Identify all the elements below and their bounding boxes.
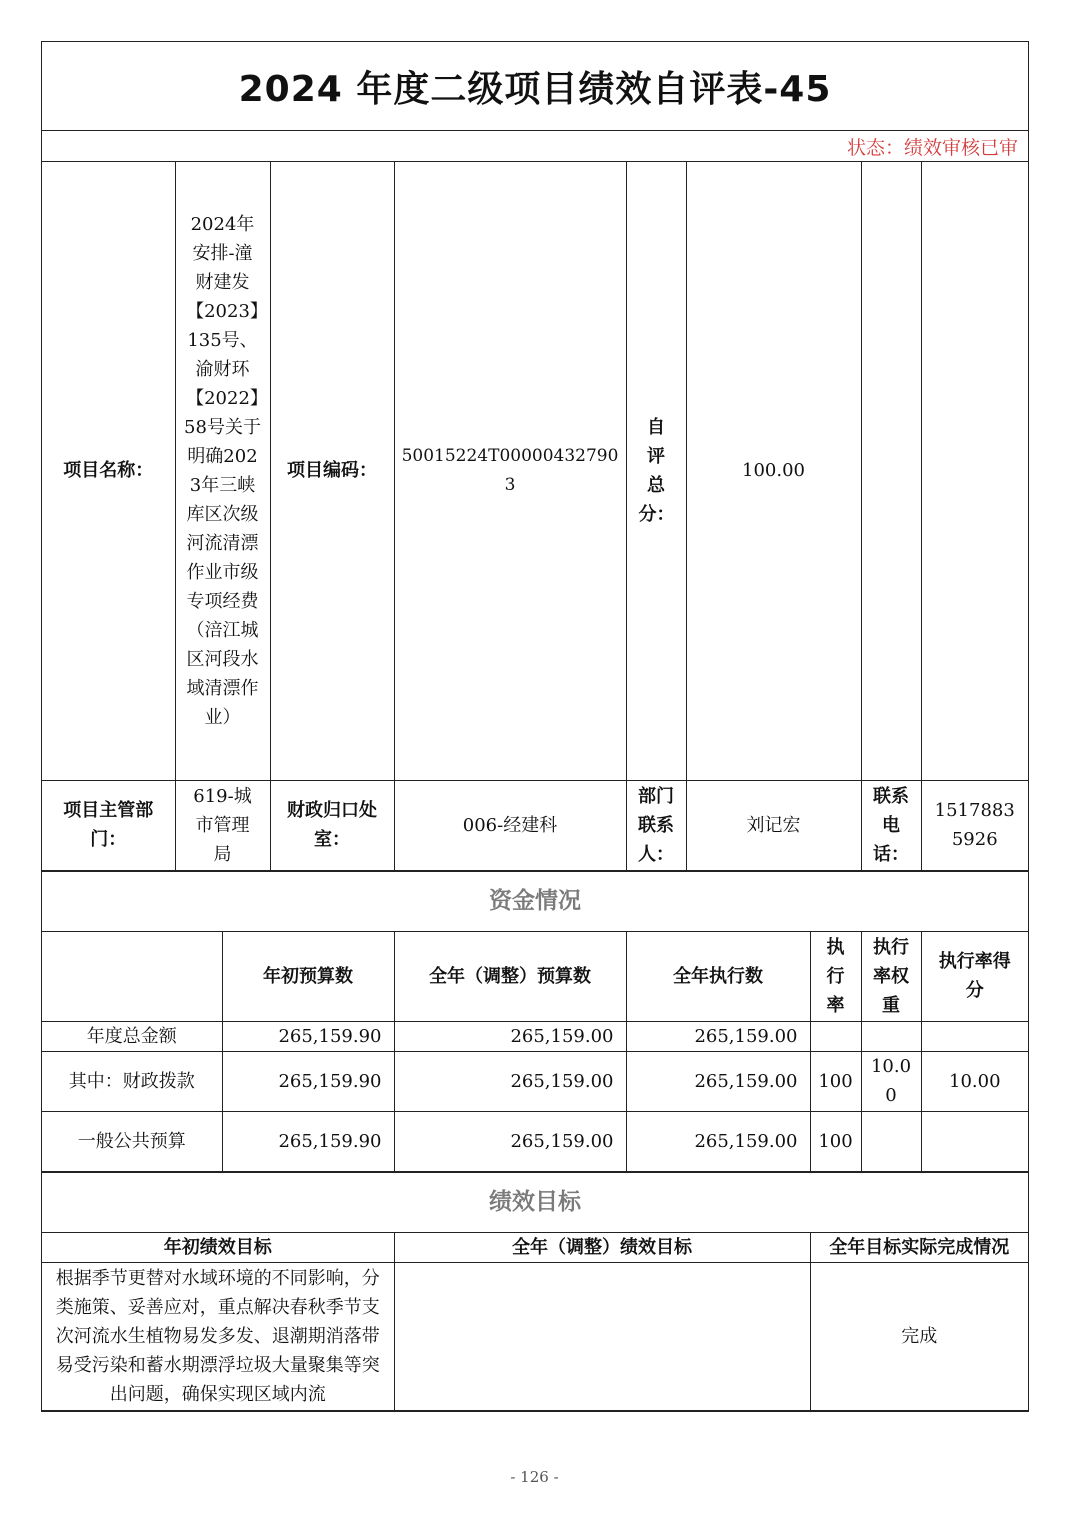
evaluation-form xyxy=(41,41,1029,1412)
table-row xyxy=(42,1021,1028,1051)
phone-label: 联系电话： xyxy=(861,780,921,870)
goals-table xyxy=(42,1172,1028,1411)
project-code-label: 项目编码： xyxy=(270,162,394,780)
project-code-value: 50015224T000004327903 xyxy=(394,162,626,780)
funds-header-empty xyxy=(42,931,222,1021)
goals-header-completion: 全年目标实际完成情况 xyxy=(810,1232,1028,1262)
funds-row-label: 其中：财政拨款 xyxy=(42,1051,222,1111)
funds-row-executed: 265,159.00 xyxy=(626,1051,810,1111)
funds-row-executed: 265,159.00 xyxy=(626,1111,810,1171)
table-row xyxy=(42,1051,1028,1111)
funds-header-executed: 全年执行数 xyxy=(626,931,810,1021)
status-badge: 状态：绩效审核已审 xyxy=(42,131,1028,162)
funds-row-weight xyxy=(861,1021,921,1051)
funds-row-score xyxy=(921,1111,1028,1171)
goals-header-initial: 年初绩效目标 xyxy=(42,1232,394,1262)
adjusted-goal-text xyxy=(394,1262,810,1410)
completion-text: 完成 xyxy=(810,1262,1028,1410)
funds-row-adjusted: 265,159.00 xyxy=(394,1111,626,1171)
funds-header-score: 执行率得分 xyxy=(921,931,1028,1021)
project-info-table xyxy=(42,162,1028,871)
funds-row-score xyxy=(921,1021,1028,1051)
table-row xyxy=(42,1111,1028,1171)
funds-header-adjusted: 全年（调整）预算数 xyxy=(394,931,626,1021)
funds-row-rate: 100 xyxy=(810,1111,861,1171)
funds-header-weight: 执行率权重 xyxy=(861,931,921,1021)
funds-row-weight xyxy=(861,1111,921,1171)
funds-row-executed: 265,159.00 xyxy=(626,1021,810,1051)
project-name-label: 项目名称： xyxy=(42,162,175,780)
funds-row-initial: 265,159.90 xyxy=(222,1021,394,1051)
funds-row-label: 年度总金额 xyxy=(42,1021,222,1051)
funds-row-label: 一般公共预算 xyxy=(42,1111,222,1171)
funds-row-weight: 10.00 xyxy=(861,1051,921,1111)
empty-cell xyxy=(861,162,921,780)
goals-header-row xyxy=(42,1232,1028,1262)
project-row xyxy=(42,162,1028,780)
project-name-value: 2024年安排-潼财建发【2023】135号、渝财环【2022】58号关于明确2023年三峡库区次级河流清漂作业市级专项经费（涪江城区河段水域清漂作业） xyxy=(175,162,270,780)
funds-header-initial: 年初预算数 xyxy=(222,931,394,1021)
finance-office-label: 财政归口处室： xyxy=(270,780,394,870)
funds-row-rate xyxy=(810,1021,861,1051)
funds-header-rate: 执行率 xyxy=(810,931,861,1021)
finance-office-value: 006-经建科 xyxy=(394,780,626,870)
funds-row-rate: 100 xyxy=(810,1051,861,1111)
funds-row-initial: 265,159.90 xyxy=(222,1051,394,1111)
score-label: 自评总分： xyxy=(626,162,686,780)
page-number: - 126 - xyxy=(510,1468,559,1486)
funds-header-row xyxy=(42,931,1028,1021)
funds-row-initial: 265,159.90 xyxy=(222,1111,394,1171)
page-title: 2024 年度二级项目绩效自评表-45 xyxy=(42,42,1028,131)
dept-label: 项目主管部门： xyxy=(42,780,175,870)
initial-goal-text: 根据季节更替对水域环境的不同影响，分类施策、妥善应对，重点解决春秋季节支次河流水生植物易发多发、退潮期消落带易受污染和蓄水期漂浮垃圾大量聚集等突出问题，确保实现区域内流 xyxy=(42,1262,394,1410)
contact-value: 刘记宏 xyxy=(686,780,861,870)
dept-value: 619-城市管理局 xyxy=(175,780,270,870)
funds-row-score: 10.00 xyxy=(921,1051,1028,1111)
funds-table xyxy=(42,871,1028,1172)
dept-row xyxy=(42,780,1028,870)
score-value: 100.00 xyxy=(686,162,861,780)
funds-section-title: 资金情况 xyxy=(42,871,1028,931)
empty-cell xyxy=(921,162,1028,780)
phone-value: 15178835926 xyxy=(921,780,1028,870)
contact-label: 部门联系人： xyxy=(626,780,686,870)
goals-section-title: 绩效目标 xyxy=(42,1172,1028,1232)
funds-row-adjusted: 265,159.00 xyxy=(394,1051,626,1111)
goals-header-adjusted: 全年（调整）绩效目标 xyxy=(394,1232,810,1262)
funds-row-adjusted: 265,159.00 xyxy=(394,1021,626,1051)
goals-row xyxy=(42,1262,1028,1410)
